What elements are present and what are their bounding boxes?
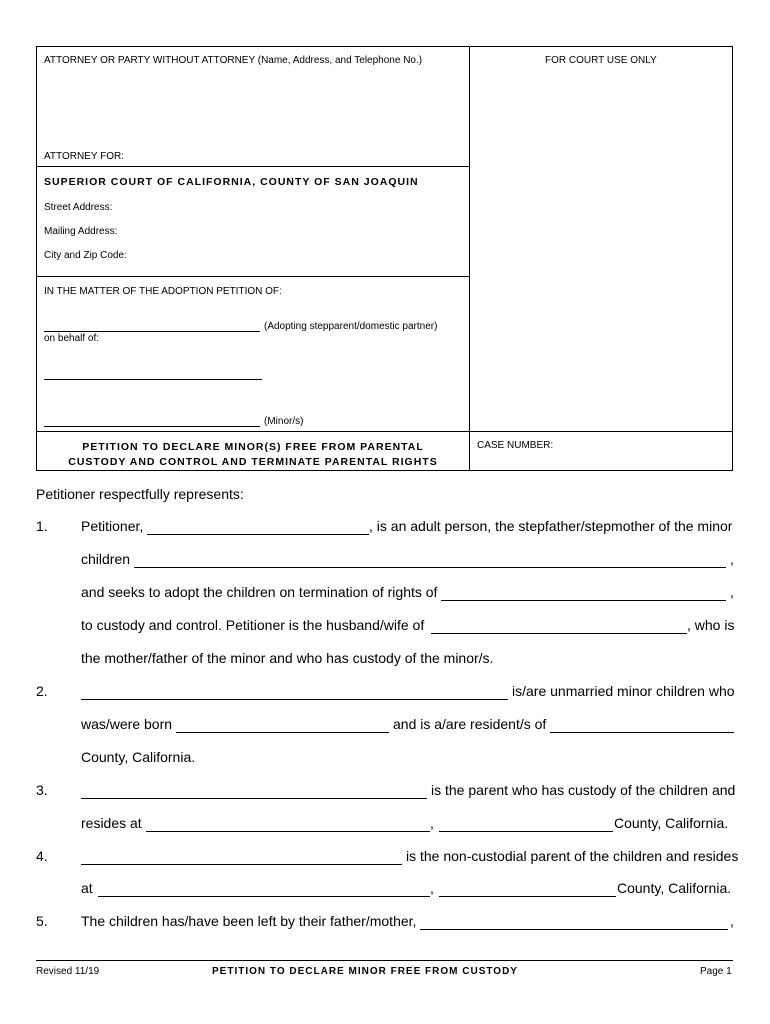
p1-who-is-text: , who is [687,617,735,633]
paragraph-5-number: 5. [36,913,48,929]
court-name: SUPERIOR COURT OF CALIFORNIA, COUNTY OF SAN JOAQUIN [44,176,419,188]
p2-born-text: was/were born [81,716,173,732]
adopting-stepparent-field[interactable] [44,317,260,332]
termination-of-rights-field[interactable] [441,586,726,601]
p1-mother-father-text: the mother/father of the minor and who has custody of the minor/s. [81,650,494,666]
matter-label: IN THE MATTER OF THE ADOPTION PETITION OF: [44,286,282,297]
paragraph-1-number: 1. [36,518,48,534]
p2-resident-text: and is a/are resident/s of [393,716,547,732]
court-use-label: FOR COURT USE ONLY [545,55,657,66]
p1-comma-1: , [730,551,734,567]
page-number: Page 1 [700,966,732,977]
p4-noncustodial-text: is the non-custodial parent of the children and resides [406,848,739,864]
noncustodial-address-field[interactable] [98,882,430,897]
footer-rule [36,960,733,961]
spouse-name-field[interactable] [431,619,687,634]
p2-county-text: County, California. [81,749,196,765]
p4-county-text: County, California. [617,880,732,896]
p1-adult-text: , is an adult person, the stepfather/stepmother of the minor [369,518,733,534]
noncustodial-parent-field[interactable] [81,850,402,865]
resident-county-field[interactable] [550,718,734,733]
p3-custody-text: is the parent who has custody of the children and [431,782,736,798]
petition-title [36,440,470,470]
p1-children-text: children [81,551,131,567]
footer-title: PETITION TO DECLARE MINOR FREE FROM CUSTODY [212,966,518,977]
paragraph-4-number: 4. [36,848,48,864]
p4-comma: , [430,880,434,896]
case-number-label: CASE NUMBER: [477,440,554,451]
petition-title-line-1: PETITION TO DECLARE MINOR(S) FREE FROM PARENTAL [82,441,424,453]
divider-attorney [36,166,470,167]
divider-court [36,276,470,277]
p1-seeks-text: and seeks to adopt the children on termination of rights of [81,584,438,600]
p2-unmarried-text: is/are unmarried minor children who [512,683,735,699]
minor-children-field[interactable] [81,685,508,700]
noncustodial-county-field[interactable] [439,882,616,897]
behalf-of-field[interactable] [44,365,262,380]
revised-date: Revised 11/19 [36,966,100,977]
p5-left-text: The children has/have been left by their father/mother, [81,913,417,929]
paragraph-3-number: 3. [36,782,48,798]
divider-title [36,431,733,432]
petition-title-line-2: CUSTODY AND CONTROL AND TERMINATE PARENTAL RIGHTS [68,456,438,468]
caption-box [36,46,733,471]
birth-date-field[interactable] [176,718,389,733]
mailing-address-label: Mailing Address: [44,226,118,237]
custodial-county-field[interactable] [439,817,613,832]
intro-text: Petitioner respectfully represents: [36,486,244,502]
adopting-label: (Adopting stepparent/domestic partner) [264,321,438,332]
petitioner-name-field[interactable] [147,520,369,535]
p3-resides-text: resides at [81,815,142,831]
minors-label: (Minor/s) [264,416,304,427]
attorney-for-label: ATTORNEY FOR: [44,151,125,162]
street-address-label: Street Address: [44,202,113,213]
custodial-address-field[interactable] [146,817,430,832]
attorney-label: ATTORNEY OR PARTY WITHOUT ATTORNEY (Name, Address, and Telephone No.) [44,55,423,66]
caption-divider-vertical [469,46,470,471]
minors-field[interactable] [44,412,260,427]
p1-petitioner-text: Petitioner, [81,518,144,534]
on-behalf-label: on behalf of: [44,333,100,344]
p1-comma-2: , [730,584,734,600]
paragraph-2-number: 2. [36,683,48,699]
left-by-parent-field[interactable] [420,915,728,930]
p5-comma: , [730,913,734,929]
p3-comma: , [430,815,434,831]
custodial-parent-field[interactable] [81,784,427,799]
p4-at-text: at [81,880,93,896]
p1-custody-text: to custody and control. Petitioner is the husband/wife of [81,617,425,633]
city-zip-label: City and Zip Code: [44,250,127,261]
p3-county-text: County, California. [614,815,729,831]
children-names-field[interactable] [134,553,726,568]
